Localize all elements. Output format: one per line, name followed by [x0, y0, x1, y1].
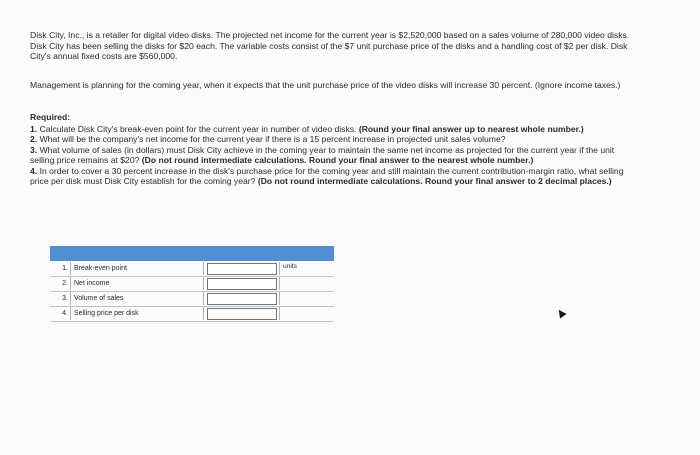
required-item-emphasis: (Do not round intermediate calculations. Round your final answer to the nearest whole number.): [141, 155, 534, 165]
row-label: Volume of sales: [70, 292, 204, 305]
required-item-number: 4.: [30, 165, 38, 176]
row-number: 4.: [62, 310, 68, 317]
required-title: Required:: [30, 112, 71, 122]
selling-price-input[interactable]: [207, 308, 277, 320]
row-label: Break-even point: [70, 262, 204, 275]
row-number: 1.: [62, 265, 68, 272]
answer-row-selling-price: [50, 307, 334, 322]
row-number: 2.: [62, 280, 68, 287]
break-even-input[interactable]: [207, 263, 277, 275]
required-item-text: Calculate Disk City's break-even point for the current year in number of video disks.: [39, 123, 357, 134]
required-section: [30, 112, 638, 187]
row-unit: units: [279, 262, 334, 275]
problem-intro: Disk City, Inc., is a retailer for digital video disks. The projected net income for the current year is $2,520,000 based on a sales volume of 280,000 video disks. Disk City has been selling the disks for $20 each. The variable costs consist of the $7 unit purchase price of the disks and a handling cost of $2 per disk. Disk City's annual fixed costs are $560,000.: [30, 30, 630, 61]
required-item-text: What volume of sales (in dollars) must Disk City achieve in the coming year to maintain the same net income as projected for the current year if the unit selling price remains at $20?: [30, 144, 615, 165]
required-item-number: 3.: [30, 144, 38, 155]
row-number: 3.: [62, 295, 68, 302]
row-label: Selling price per disk: [70, 307, 204, 320]
required-item-text: In order to cover a 30 percent increase in the disk's purchase price for the coming year and still maintain the current contribution-margin ratio, what selling price per disk must Disk City establish for the coming year?: [30, 165, 624, 186]
required-item-2: [30, 134, 638, 145]
mouse-cursor-icon: [555, 307, 566, 318]
row-unit: [279, 292, 334, 305]
problem-management-note: Management is planning for the coming year, when it expects that the unit purchase price of the video disks will increase 30 percent. (Ignore income taxes.): [30, 80, 621, 90]
row-unit: [279, 307, 334, 320]
required-item-3: [30, 145, 638, 166]
required-item-emphasis: (Do not round intermediate calculations. Round your final answer to 2 decimal places.): [257, 176, 612, 186]
row-label: Net income: [70, 277, 204, 290]
required-item-4: [30, 166, 638, 187]
net-income-input[interactable]: [207, 278, 277, 290]
required-item-number: 1.: [30, 123, 38, 134]
answer-row-break-even: [50, 262, 334, 277]
required-item-text: What will be the company's net income for the current year if there is a 15 percent increase in projected unit sales volume?: [39, 134, 506, 144]
answer-row-net-income: [50, 277, 334, 292]
answer-table-header: [50, 246, 334, 261]
volume-of-sales-input[interactable]: [207, 293, 277, 305]
required-item-number: 2.: [30, 134, 38, 144]
row-unit: [279, 277, 334, 290]
required-item-emphasis: (Round your final answer up to nearest whole number.): [358, 123, 584, 134]
answer-row-volume-of-sales: [50, 292, 334, 307]
required-item-1: [30, 124, 638, 135]
